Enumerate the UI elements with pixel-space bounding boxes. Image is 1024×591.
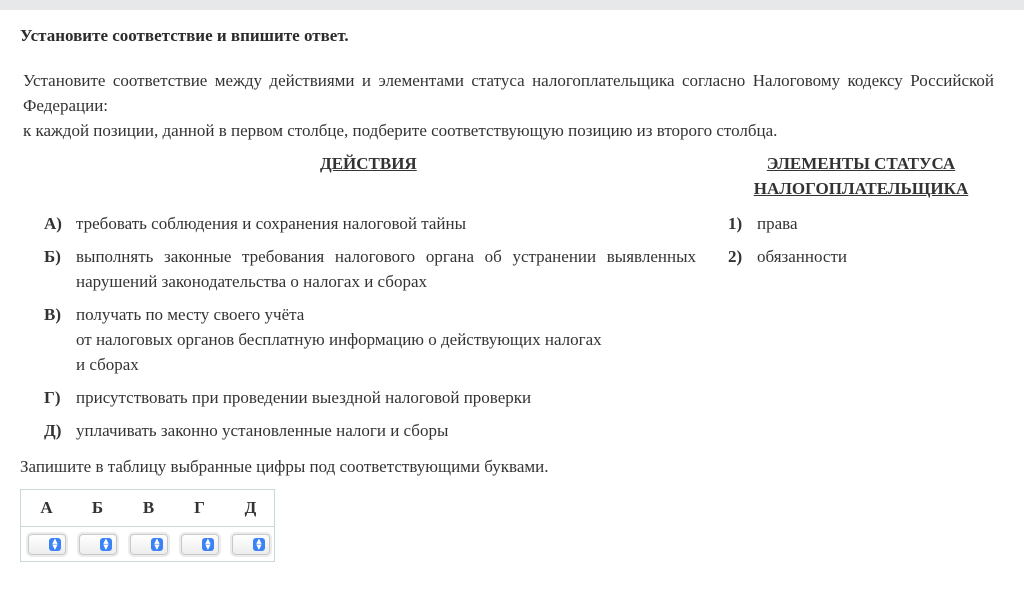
- answer-select-row: [21, 527, 274, 562]
- action-text-line: уплачивать законно установленные налоги и сборы: [76, 421, 449, 440]
- action-text-line: нарушений законодательства о налогах и сборах: [76, 272, 427, 291]
- answer-select-d[interactable]: [232, 534, 270, 555]
- answer-table: [20, 489, 275, 562]
- top-bar: [0, 0, 1024, 10]
- action-text: [76, 244, 696, 294]
- answer-table-header-row: [21, 490, 274, 527]
- action-label: Б): [44, 247, 61, 266]
- elements-header-line-2: НАЛОГОПЛАТЕЛЬЩИКА: [753, 179, 969, 198]
- element-label: 2): [728, 247, 743, 266]
- answer-header-a: А: [40, 498, 53, 517]
- select-arrows-icon: ▲ ▼: [151, 538, 163, 551]
- answer-header-g: Г: [194, 498, 205, 517]
- intro-line-1: Установите соответствие между действиями и элементами статуса налогоплательщика согласно Налоговому кодексу Российской Федерации:: [23, 71, 994, 115]
- answer-header-d: Д: [244, 498, 257, 517]
- select-arrows-icon: ▲ ▼: [100, 538, 112, 551]
- action-text-line: получать по месту своего учёта: [76, 305, 305, 324]
- action-label: Д): [44, 421, 62, 440]
- action-text: [76, 418, 696, 443]
- elements-header-line-1: ЭЛЕМЕНТЫ СТАТУСА: [766, 154, 956, 173]
- instruction-text: Запишите в таблицу выбранные цифры под соответствующими буквами.: [20, 457, 549, 476]
- actions-column-header: ДЕЙСТВИЯ: [320, 154, 417, 173]
- action-text: [76, 211, 716, 236]
- action-text: [76, 385, 696, 410]
- answer-select-v[interactable]: [130, 534, 168, 555]
- element-label: 1): [728, 214, 743, 233]
- action-text-line: присутствовать при проведении выездной налоговой проверки: [76, 388, 532, 407]
- element-text: права: [757, 214, 798, 233]
- element-text: обязанности: [757, 247, 847, 266]
- action-text-line: и сборах: [76, 355, 139, 374]
- task-title: Установите соответствие и впишите ответ.: [20, 26, 349, 45]
- action-text-line: от налоговых органов бесплатную информацию о действующих налогах: [76, 330, 602, 349]
- answer-header-v: В: [142, 498, 155, 517]
- action-label: А): [44, 214, 62, 233]
- select-arrows-icon: ▲ ▼: [202, 538, 214, 551]
- action-label: В): [44, 305, 61, 324]
- answer-select-a[interactable]: [28, 534, 66, 555]
- action-text-line: выполнять законные требования налогового органа об устранении выявленных: [76, 247, 696, 266]
- select-arrows-icon: ▲ ▼: [253, 538, 265, 551]
- action-text: [76, 302, 696, 377]
- task-intro: [23, 68, 994, 143]
- answer-select-g[interactable]: [181, 534, 219, 555]
- select-arrows-icon: ▲ ▼: [49, 538, 61, 551]
- intro-line-2: к каждой позиции, данной в первом столбце, подберите соответствующую позицию из второго столбца.: [23, 121, 778, 140]
- answer-header-b: Б: [91, 498, 104, 517]
- answer-select-b[interactable]: [79, 534, 117, 555]
- action-text-line: требовать соблюдения и сохранения налоговой тайны: [76, 214, 467, 233]
- elements-column-header: [740, 151, 982, 201]
- action-label: Г): [44, 388, 61, 407]
